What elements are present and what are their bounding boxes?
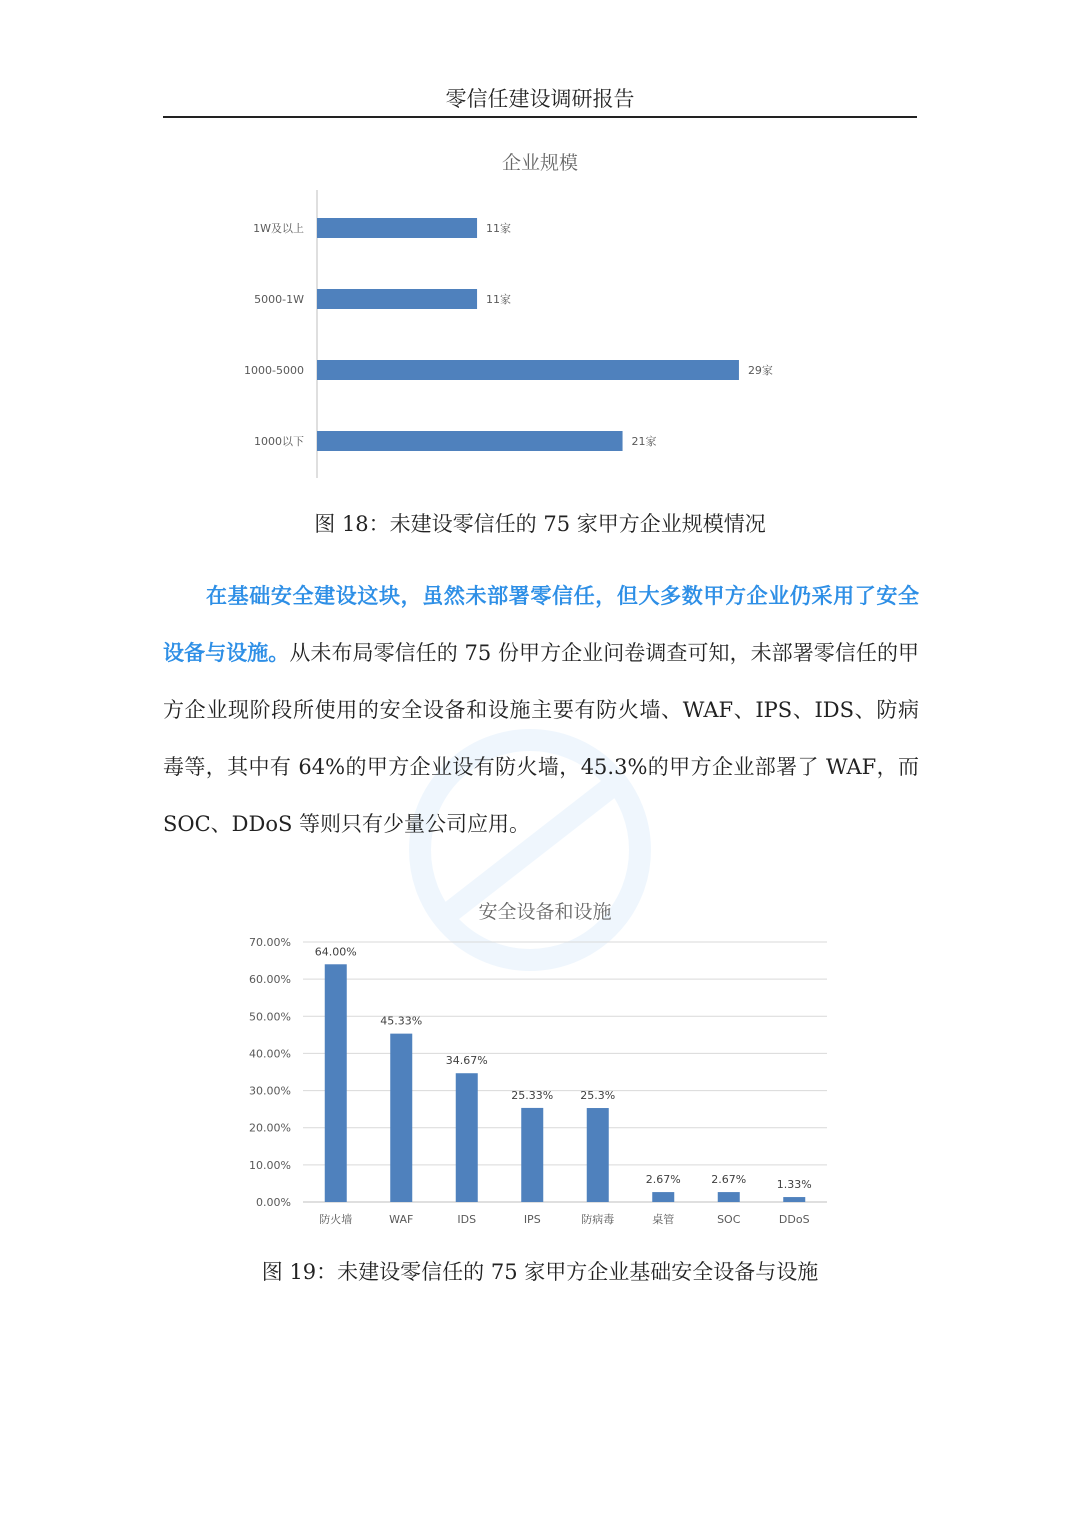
bar-1 xyxy=(317,289,477,309)
category-label-3: 1000以下 xyxy=(254,435,304,448)
data-label-2: 29家 xyxy=(747,364,773,377)
bar-1 xyxy=(390,1034,412,1202)
data-label-1: 45.33% xyxy=(380,1014,423,1028)
bar-7 xyxy=(783,1197,805,1202)
y-tick-label-1: 10.00% xyxy=(249,1158,291,1172)
data-label-0: 64.00% xyxy=(314,945,357,959)
category-label-3: IPS xyxy=(523,1213,541,1226)
bar-5 xyxy=(652,1192,674,1202)
category-label-1: WAF xyxy=(389,1213,414,1226)
body-paragraph xyxy=(163,568,919,853)
chart18-title: 企业规模 xyxy=(501,152,578,174)
data-label-1: 11家 xyxy=(486,293,512,306)
bar-3 xyxy=(317,431,623,451)
data-label-6: 2.67% xyxy=(711,1173,747,1187)
chart19 xyxy=(235,930,845,1240)
category-label-4: 防病毒 xyxy=(581,1213,615,1226)
bar-2 xyxy=(317,360,739,380)
chart18 xyxy=(200,185,840,485)
paragraph-text: 从未布局零信任的 75 份甲方企业问卷调查可知，未部署零信任的甲方企业现阶段所使用的安全设备和设施主要有防火墙、WAF、IPS、IDS、防病毒等，其中有 64%的甲方企业设有防火墙，45.3%的甲方企业部署了 WAF，而 SOC、DDoS 等则只有少量公司应用。 xyxy=(163,641,920,836)
figure19-caption: 图 19：未建设零信任的 75 家甲方企业基础安全设备与设施 xyxy=(261,1260,819,1284)
category-label-5: 桌管 xyxy=(652,1213,675,1226)
category-label-0: 1W及以上 xyxy=(253,222,304,235)
category-label-0: 防火墙 xyxy=(319,1213,353,1226)
figure18-caption: 图 18：未建设零信任的 75 家甲方企业规模情况 xyxy=(314,512,766,536)
y-tick-label-6: 60.00% xyxy=(249,973,291,987)
chart19-title: 安全设备和设施 xyxy=(478,901,612,923)
y-tick-label-7: 70.00% xyxy=(249,936,291,949)
bar-3 xyxy=(521,1108,543,1202)
bar-2 xyxy=(456,1073,478,1202)
data-label-2: 34.67% xyxy=(445,1054,488,1068)
category-label-2: 1000-5000 xyxy=(244,364,304,377)
data-label-0: 11家 xyxy=(486,222,512,235)
data-label-4: 25.3% xyxy=(580,1089,616,1103)
bar-4 xyxy=(587,1108,609,1202)
category-label-7: DDoS xyxy=(778,1213,810,1226)
data-label-5: 2.67% xyxy=(645,1173,681,1187)
category-label-1: 5000-1W xyxy=(254,293,304,306)
page-header: 零信任建设调研报告 xyxy=(163,82,917,118)
category-label-6: SOC xyxy=(717,1213,741,1226)
y-tick-label-4: 40.00% xyxy=(249,1047,291,1061)
bar-6 xyxy=(718,1192,740,1202)
y-tick-label-2: 20.00% xyxy=(249,1121,291,1135)
paragraph-highlight: 在基础安全建设这块，虽然未部署零信任，但大多数甲方企业仍采用了安全设备与设施。 xyxy=(163,584,919,665)
y-tick-label-5: 50.00% xyxy=(249,1010,291,1024)
category-label-2: IDS xyxy=(457,1213,477,1226)
bar-0 xyxy=(325,964,347,1202)
data-label-3: 25.33% xyxy=(511,1088,554,1102)
y-tick-label-3: 30.00% xyxy=(249,1084,291,1098)
data-label-7: 1.33% xyxy=(776,1178,812,1192)
data-label-3: 21家 xyxy=(631,435,657,448)
y-tick-label-0: 0.00% xyxy=(256,1196,291,1209)
bar-0 xyxy=(317,218,477,238)
